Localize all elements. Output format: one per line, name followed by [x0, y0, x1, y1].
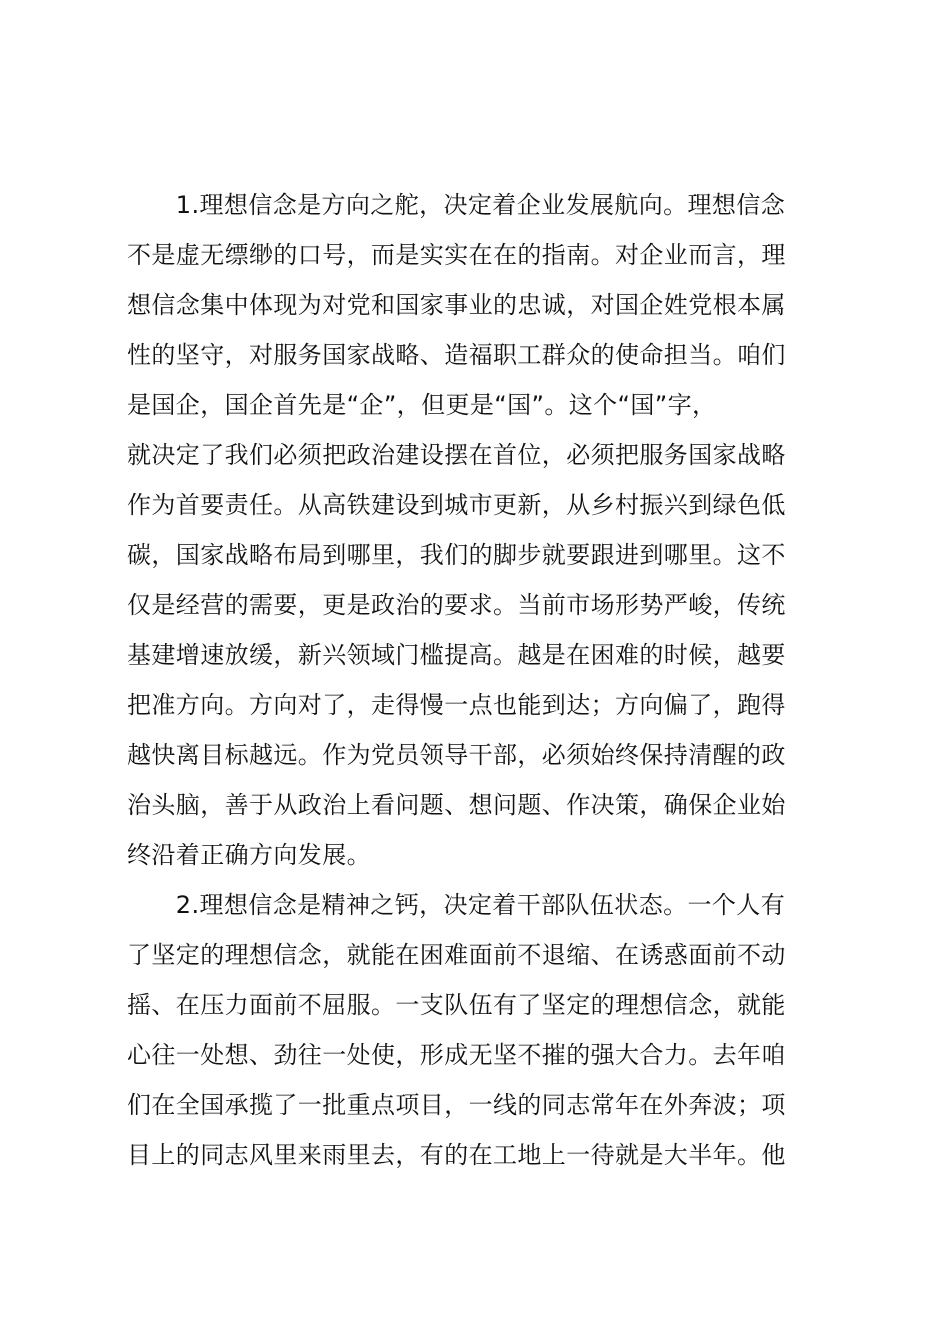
text-line: 心往一处想、劲往一处使，形成无坚不摧的强大合力。去年咱 — [127, 1041, 786, 1069]
text-line: 把准方向。方向对了，走得慢一点也能到达；方向偏了，跑得 — [127, 691, 786, 719]
text-line: 作为首要责任。从高铁建设到城市更新，从乡村振兴到绿色低 — [127, 491, 786, 519]
paragraph-2 — [127, 884, 831, 1184]
text-line: 越快离目标越远。作为党员领导干部，必须始终保持清醒的政 — [127, 741, 786, 769]
text-line: 就决定了我们必须把政治建设摆在首位，必须把服务国家战略 — [127, 441, 786, 469]
text-line: 终沿着正确方向发展。 — [127, 841, 371, 869]
document-page — [127, 184, 831, 1184]
text-line: 1.理想信念是方向之舵，决定着企业发展航向。理想信念 — [127, 191, 786, 219]
text-line: 2.理想信念是精神之钙，决定着干部队伍状态。一个人有 — [127, 891, 786, 919]
text-line: 目上的同志风里来雨里去，有的在工地上一待就是大半年。他 — [127, 1141, 786, 1169]
paragraph-1 — [127, 184, 831, 884]
text-line: 们在全国承揽了一批重点项目，一线的同志常年在外奔波；项 — [127, 1091, 786, 1119]
text-line: 想信念集中体现为对党和国家事业的忠诚，对国企姓党根本属 — [127, 291, 786, 319]
text-line: 摇、在压力面前不屈服。一支队伍有了坚定的理想信念，就能 — [127, 991, 786, 1019]
text-line: 了坚定的理想信念，就能在困难面前不退缩、在诱惑面前不动 — [127, 941, 786, 969]
text-line: 仅是经营的需要，更是政治的要求。当前市场形势严峻，传统 — [127, 591, 786, 619]
text-line: 基建增速放缓，新兴领域门槛提高。越是在困难的时候，越要 — [127, 641, 786, 669]
text-line: 碳，国家战略布局到哪里，我们的脚步就要跟进到哪里。这不 — [127, 541, 786, 569]
text-line: 治头脑，善于从政治上看问题、想问题、作决策，确保企业始 — [127, 791, 786, 819]
text-line: 是国企，国企首先是“企”，但更是“国”。这个“国”字， — [127, 391, 717, 419]
text-line: 性的坚守，对服务国家战略、造福职工群众的使命担当。咱们 — [127, 341, 786, 369]
text-line: 不是虚无缥缈的口号，而是实实在在的指南。对企业而言，理 — [127, 241, 786, 269]
